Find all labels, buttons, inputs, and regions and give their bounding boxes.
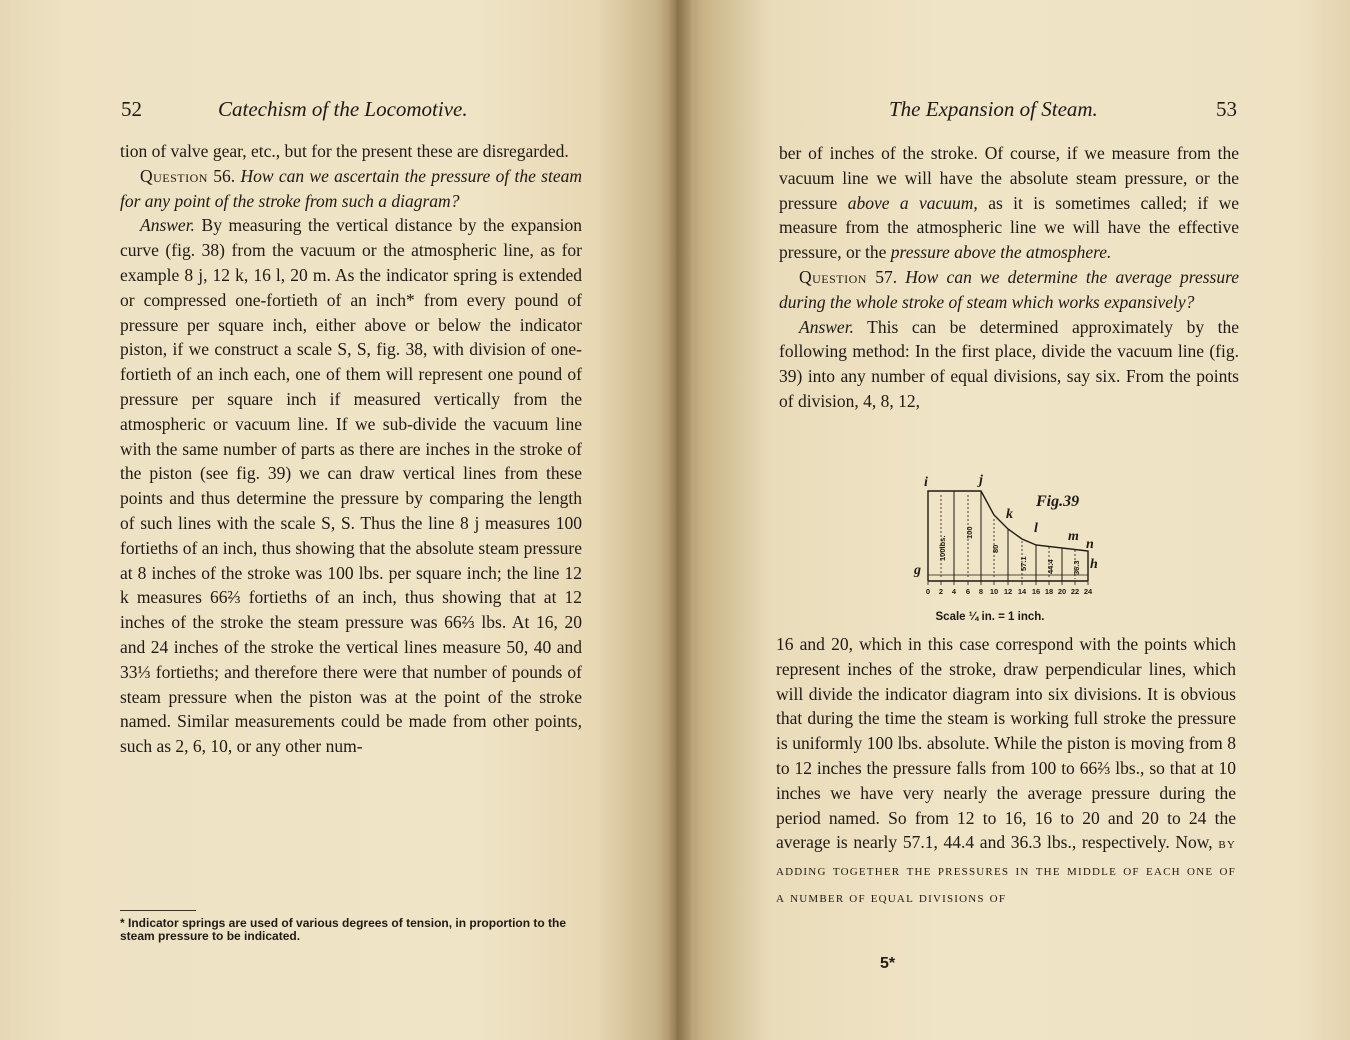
- page-number: 52: [121, 97, 142, 121]
- right-body-bottom: [776, 632, 1236, 911]
- question-label: Question: [140, 165, 208, 186]
- tick-label: 2: [938, 587, 944, 596]
- question-number: 56.: [213, 165, 236, 186]
- question-57: [779, 265, 1239, 315]
- label-j: j: [979, 473, 983, 488]
- tick-label: 4: [951, 587, 957, 596]
- text-run: 16 and 20, which in this case correspond with the points which represent inches of the stroke, draw perpendicular lines, which will divide the indicator diagram into six divisions. It is obvious that during the time the steam is working full stroke the pressure is uniformly 100 lbs. absolute. While the piston is moving from 8 to 12 inches the pressure falls from 100 to 66⅔ lbs., so that at 10 inches we have very nearly the average pressure during the period named. So from 12 to 16, 16 to 20 and 20 to 24 the average is nearly 57.1, 44.4 and 36.3 lbs., respectively. Now,: [776, 634, 1236, 853]
- answer-56: [120, 213, 582, 759]
- footnote: * Indicator springs are used of various degrees of tension, in proportion to the steam pressure to be indicated.: [120, 916, 567, 943]
- text-run: ber of inches of the stroke. Of course, if we measure from the vacuum line we will have the absolute steam pressure, or the pressure: [779, 143, 1239, 213]
- paragraph: [776, 632, 1236, 911]
- label-h: h: [1090, 557, 1098, 572]
- text-run: as it is sometimes called; if we measure from the atmospheric line we will have the effective pressure, or the: [779, 192, 1240, 263]
- text-run-caps: by adding together the pressures in the middle of each one of a number of equal divisions of: [776, 836, 1237, 906]
- signature-mark: 5*: [880, 955, 896, 972]
- label-m: m: [1068, 529, 1079, 544]
- text-run-italic: pressure above the atmosphere.: [890, 242, 1112, 263]
- bar-label: 80: [991, 544, 1000, 553]
- paragraph: [779, 141, 1239, 265]
- tick-label: 12: [1003, 587, 1013, 596]
- right-body-top: [779, 141, 1239, 414]
- question-text: How can we ascertain the pressure of the steam for any point of the stroke from such a diagram?: [120, 165, 583, 211]
- answer-text: This can be determined approximately by the following method: In the first place, divide the vacuum line (fig. 39) into any number of equal divisions, say six. From the points of division, 4, 8, 12,: [779, 316, 1240, 411]
- bar-label: 57.1: [1019, 556, 1028, 571]
- page-number: 53: [1216, 97, 1237, 121]
- bar-label: 100lbs.: [938, 535, 947, 561]
- label-l: l: [1034, 521, 1038, 536]
- label-k: k: [1006, 507, 1013, 522]
- label-i: i: [924, 475, 928, 490]
- running-title: Catechism of the Locomotive.: [218, 97, 468, 121]
- running-title: The Expansion of Steam.: [889, 97, 1098, 121]
- figure-39: [912, 471, 1108, 623]
- right-running-head: [676, 97, 1350, 123]
- tick-label: 24: [1083, 587, 1093, 596]
- label-n: n: [1086, 537, 1094, 552]
- question-text: How can we determine the average pressure during the whole stroke of steam which works expansively?: [779, 266, 1240, 312]
- answer-text: By measuring the vertical distance by the expansion curve (fig. 38) from the vacuum or the atmospheric line, as for example 8 j, 12 k, 16 l, 20 m. As the indicator spring is extended or compressed one-fortieth of an inch* from every pound of pressure per square inch, either above or below the indicator piston, if we construct a scale S, S, fig. 38, with division of one-fortieth of an inch each, one of them will represent one pound of pressure per square inch if measured vertically from the atmospheric or vacuum line. If we sub-divide the vacuum line with the same number of parts as there are inches in the stroke of the piston (see fig. 39) we can draw vertical lines from these points and thus determine the pressure by comparing the length of such lines with the scale S, S. Thus the line 8 j measures 100 fortieths of an inch, thus showing that the absolute steam pressure at 8 inches of the stroke was 100 lbs. per square inch; the line 12 k measures 66⅔ fortieths of an inch, thus showing that at 12 inches of the stroke the steam pressure was 66⅔ lbs. At 16, 20 and 24 inches of the stroke the vertical lines measure 50, 40 and 33⅓ fortieths; and therefore there were that number of pounds of steam pressure when the piston was at the point of the stroke named. Similar measurements could be made from other points, such as 2, 6, 10, or any other num-: [120, 215, 582, 757]
- label-g: g: [914, 563, 921, 578]
- tick-label: 18: [1044, 587, 1054, 596]
- question-56: [120, 164, 582, 214]
- answer-label: Answer.: [799, 316, 854, 337]
- bar-label: 36.3: [1072, 560, 1081, 575]
- figure-title: Fig.39: [1036, 493, 1080, 510]
- tick-label: 16: [1031, 587, 1041, 596]
- tick-label: 14: [1017, 587, 1027, 596]
- answer-label: Answer.: [140, 215, 195, 236]
- figure-caption: Scale ¼ in. = 1 inch.: [935, 611, 1045, 623]
- bar-label: 44.4: [1046, 559, 1055, 574]
- tick-label: 0: [925, 587, 931, 596]
- tick-label: 10: [989, 587, 999, 596]
- tick-label: 20: [1057, 587, 1067, 596]
- question-label: Question: [799, 266, 867, 287]
- answer-57: [779, 315, 1239, 414]
- tick-label: 8: [978, 587, 984, 596]
- question-number: 57.: [875, 266, 898, 287]
- tick-label: 6: [965, 587, 971, 596]
- tick-label: 22: [1070, 587, 1080, 596]
- book-gutter: [668, 0, 694, 1040]
- bar-label: 100: [965, 526, 974, 539]
- paragraph: tion of valve gear, etc., but for the present these are disregarded.: [120, 141, 569, 161]
- left-running-head: [0, 97, 676, 123]
- text-run-italic: above a vacuum,: [847, 192, 978, 213]
- left-body: [120, 139, 582, 759]
- footnote-rule: [120, 910, 196, 911]
